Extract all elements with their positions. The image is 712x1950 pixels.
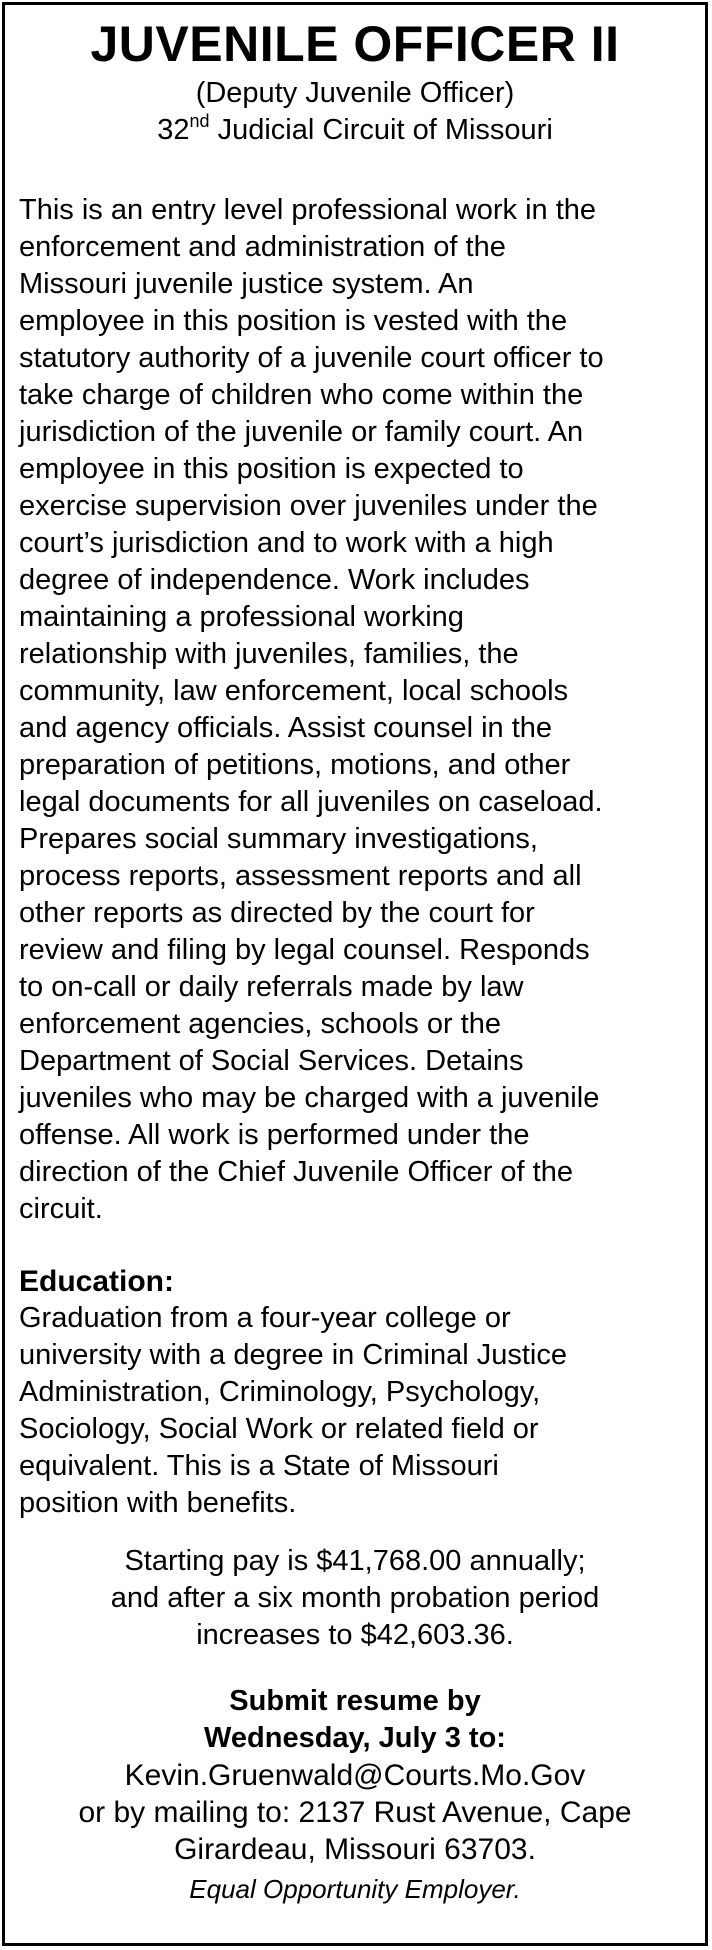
job-subtitle: (Deputy Juvenile Officer) bbox=[195, 77, 515, 109]
job-description: This is an entry level professional work in the enforcement and administration of the Missouri juvenile justice system. An employee in this position is vested with the statutory authority of a juvenile court officer to take charge of children who come within the jurisdiction of the juvenile or family court. An employee in this position is expected to exercise supervision over juveniles under the court’s jurisdiction and to work with a high degree of independence. Work includes maintaining a professional working relationship with juveniles, families, the community, law enforcement, local schools and agency officials. Assist counsel in the preparation of petitions, motions, and other legal documents for all juveniles on caseload. Prepares social summary investigations, process reports, assessment reports and all other reports as directed by the court for review and filing by legal counsel. Responds to on-call or daily referrals made by law enforcement agencies, schools or the Department of Social Services. Detains juveniles who may be charged with a juvenile offense. All work is performed under the direction of the Chief Juvenile Officer of the circuit. bbox=[19, 194, 604, 1225]
education-requirements: Graduation from a four-year college or university with a degree in Criminal Justice Administration, Criminology, Psychology, Sociology, Social Work or related field or equivalent. This is a State of Missouri position with benefits. bbox=[19, 1302, 567, 1519]
judicial-circuit bbox=[5, 112, 705, 149]
job-ad-frame bbox=[2, 2, 708, 1946]
circuit-name: Judicial Circuit of Missouri bbox=[209, 114, 553, 146]
circuit-number: 32 bbox=[157, 114, 190, 146]
job-title: JUVENILE OFFICER II bbox=[90, 16, 620, 72]
submit-deadline: Submit resume by Wednesday, July 3 to: bbox=[204, 1685, 506, 1754]
education-heading: Education: bbox=[19, 1265, 174, 1298]
pay-info: Starting pay is $41,768.00 annually; and after a six month probation period increases to $42,603.36. bbox=[110, 1545, 600, 1651]
circuit-ordinal-suffix: nd bbox=[189, 111, 210, 132]
ad-header bbox=[5, 16, 705, 149]
mailing-address: or by mailing to: 2137 Rust Avenue, Cape Girardeau, Missouri 63703. bbox=[78, 1796, 632, 1866]
contact-email: Kevin.Gruenwald@Courts.Mo.Gov bbox=[124, 1759, 586, 1792]
equal-opportunity-statement: Equal Opportunity Employer. bbox=[189, 1874, 521, 1904]
